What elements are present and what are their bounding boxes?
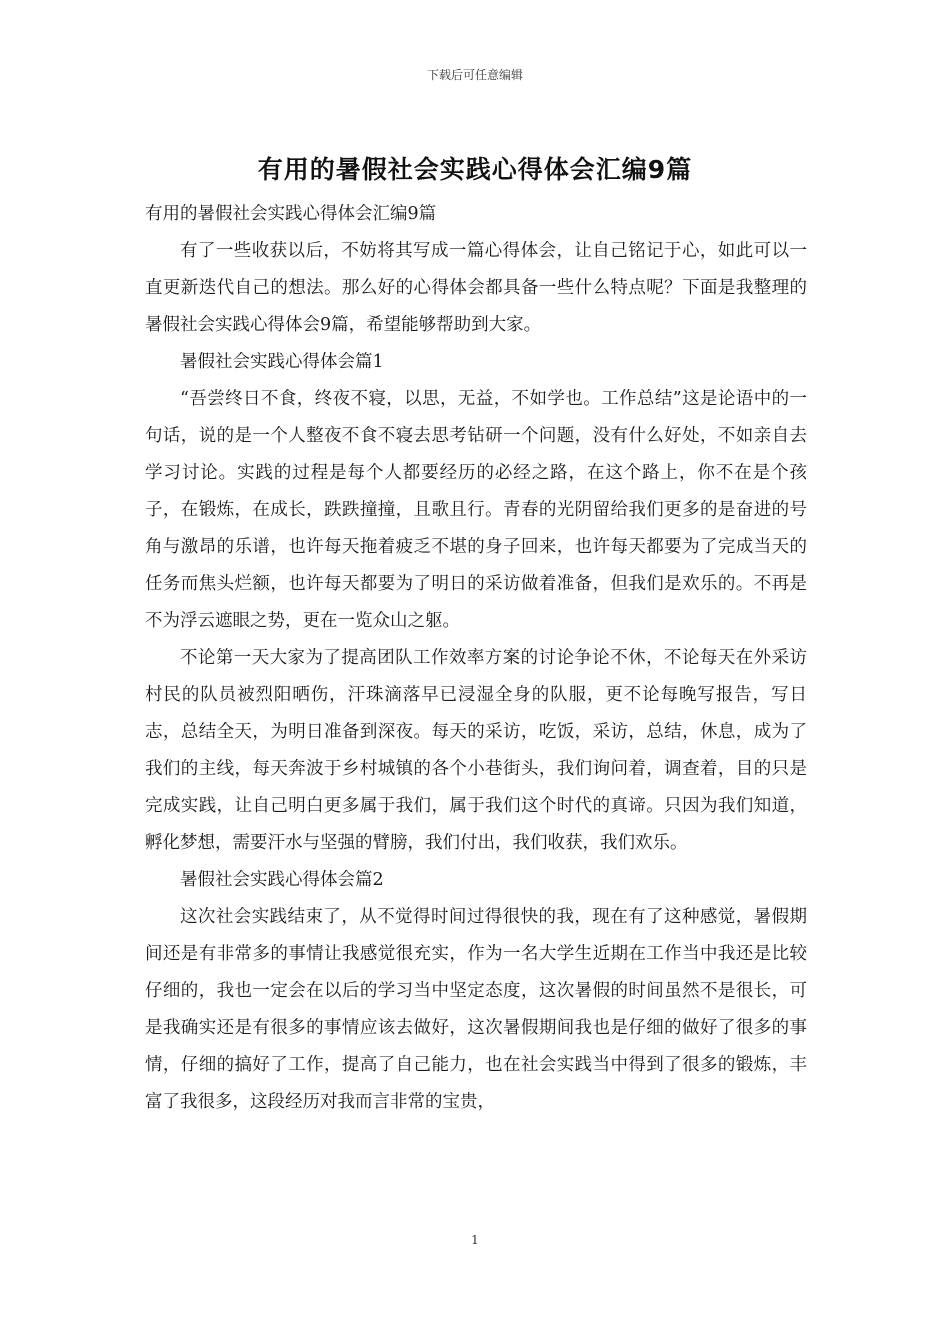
intro-paragraph: 有了一些收获以后，不妨将其写成一篇心得体会，让自己铭记于心，如此可以一直更新迭代自己的想法。那么好的心得体会都具备一些什么特点呢？下面是我整理的暑假社会实践心得体会9篇，希望能够帮助到大家。 xyxy=(145,241,807,335)
body-paragraph: 不论第一天大家为了提高团队工作效率方案的讨论争论不休，不论每天在外采访村民的队员被烈阳晒伤，汗珠滴落早已浸湿全身的队服，更不论每晚写报告，写日志，总结全天，为明日准备到深夜。每天的采访，吃饭，采访，总结，休息，成为了我们的主线，每天奔波于乡村城镇的各个小巷街头，我们询问着，调查着，目的只是完成实践，让自己明白更多属于我们，属于我们这个时代的真谛。只因为我们知道，孵化梦想，需要汗水与坚强的臂膀，我们付出，我们收获，我们欢乐。 xyxy=(145,648,807,853)
body-paragraph: 这次社会实践结束了，从不觉得时间过得很快的我，现在有了这种感觉，暑假期间还是有非常多的事情让我感觉很充实，作为一名大学生近期在工作当中我还是比较仔细的，我也一定会在以后的学习当中坚定态度，这次暑假的时间虽然不是很长，可是我确实还是有很多的事情应该去做好，这次暑假期间我也是仔细的做好了很多的事情，仔细的搞好了工作，提高了自己能力，也在社会实践当中得到了很多的锻炼，丰富了我很多，这段经历对我而言非常的宝贵， xyxy=(145,907,807,1112)
header-note: 下载后可任意编辑 xyxy=(426,68,523,82)
document-subtitle: 有用的暑假社会实践心得体会汇编9篇 xyxy=(145,204,437,224)
page-number: 1 xyxy=(471,1233,479,1247)
section-heading-2: 暑假社会实践心得体会篇2 xyxy=(180,870,384,890)
body-paragraph: “吾尝终日不食，终夜不寝，以思，无益，不如学也。工作总结”这是论语中的一句话，说的是一个人整夜不食不寝去思考钻研一个问题，没有什么好处，不如亲自去学习讨论。实践的过程是每个人都要经历的必经之路，在这个路上，你不在是个孩子，在锻炼，在成长，跌跌撞撞，且歌且行。青春的光阴留给我们更多的是奋进的号角与激昂的乐谱，也许每天拖着疲乏不堪的身子回来，也许每天都要为了完成当天的任务而焦头烂额，也许每天都要为了明日的采访做着准备，但我们是欢乐的。不再是不为浮云遮眼之势，更在一览众山之躯。 xyxy=(145,389,807,631)
document-body xyxy=(145,196,807,1121)
document-title: 有用的暑假社会实践心得体会汇编9篇 xyxy=(257,155,693,184)
section-heading-1: 暑假社会实践心得体会篇1 xyxy=(180,352,384,372)
